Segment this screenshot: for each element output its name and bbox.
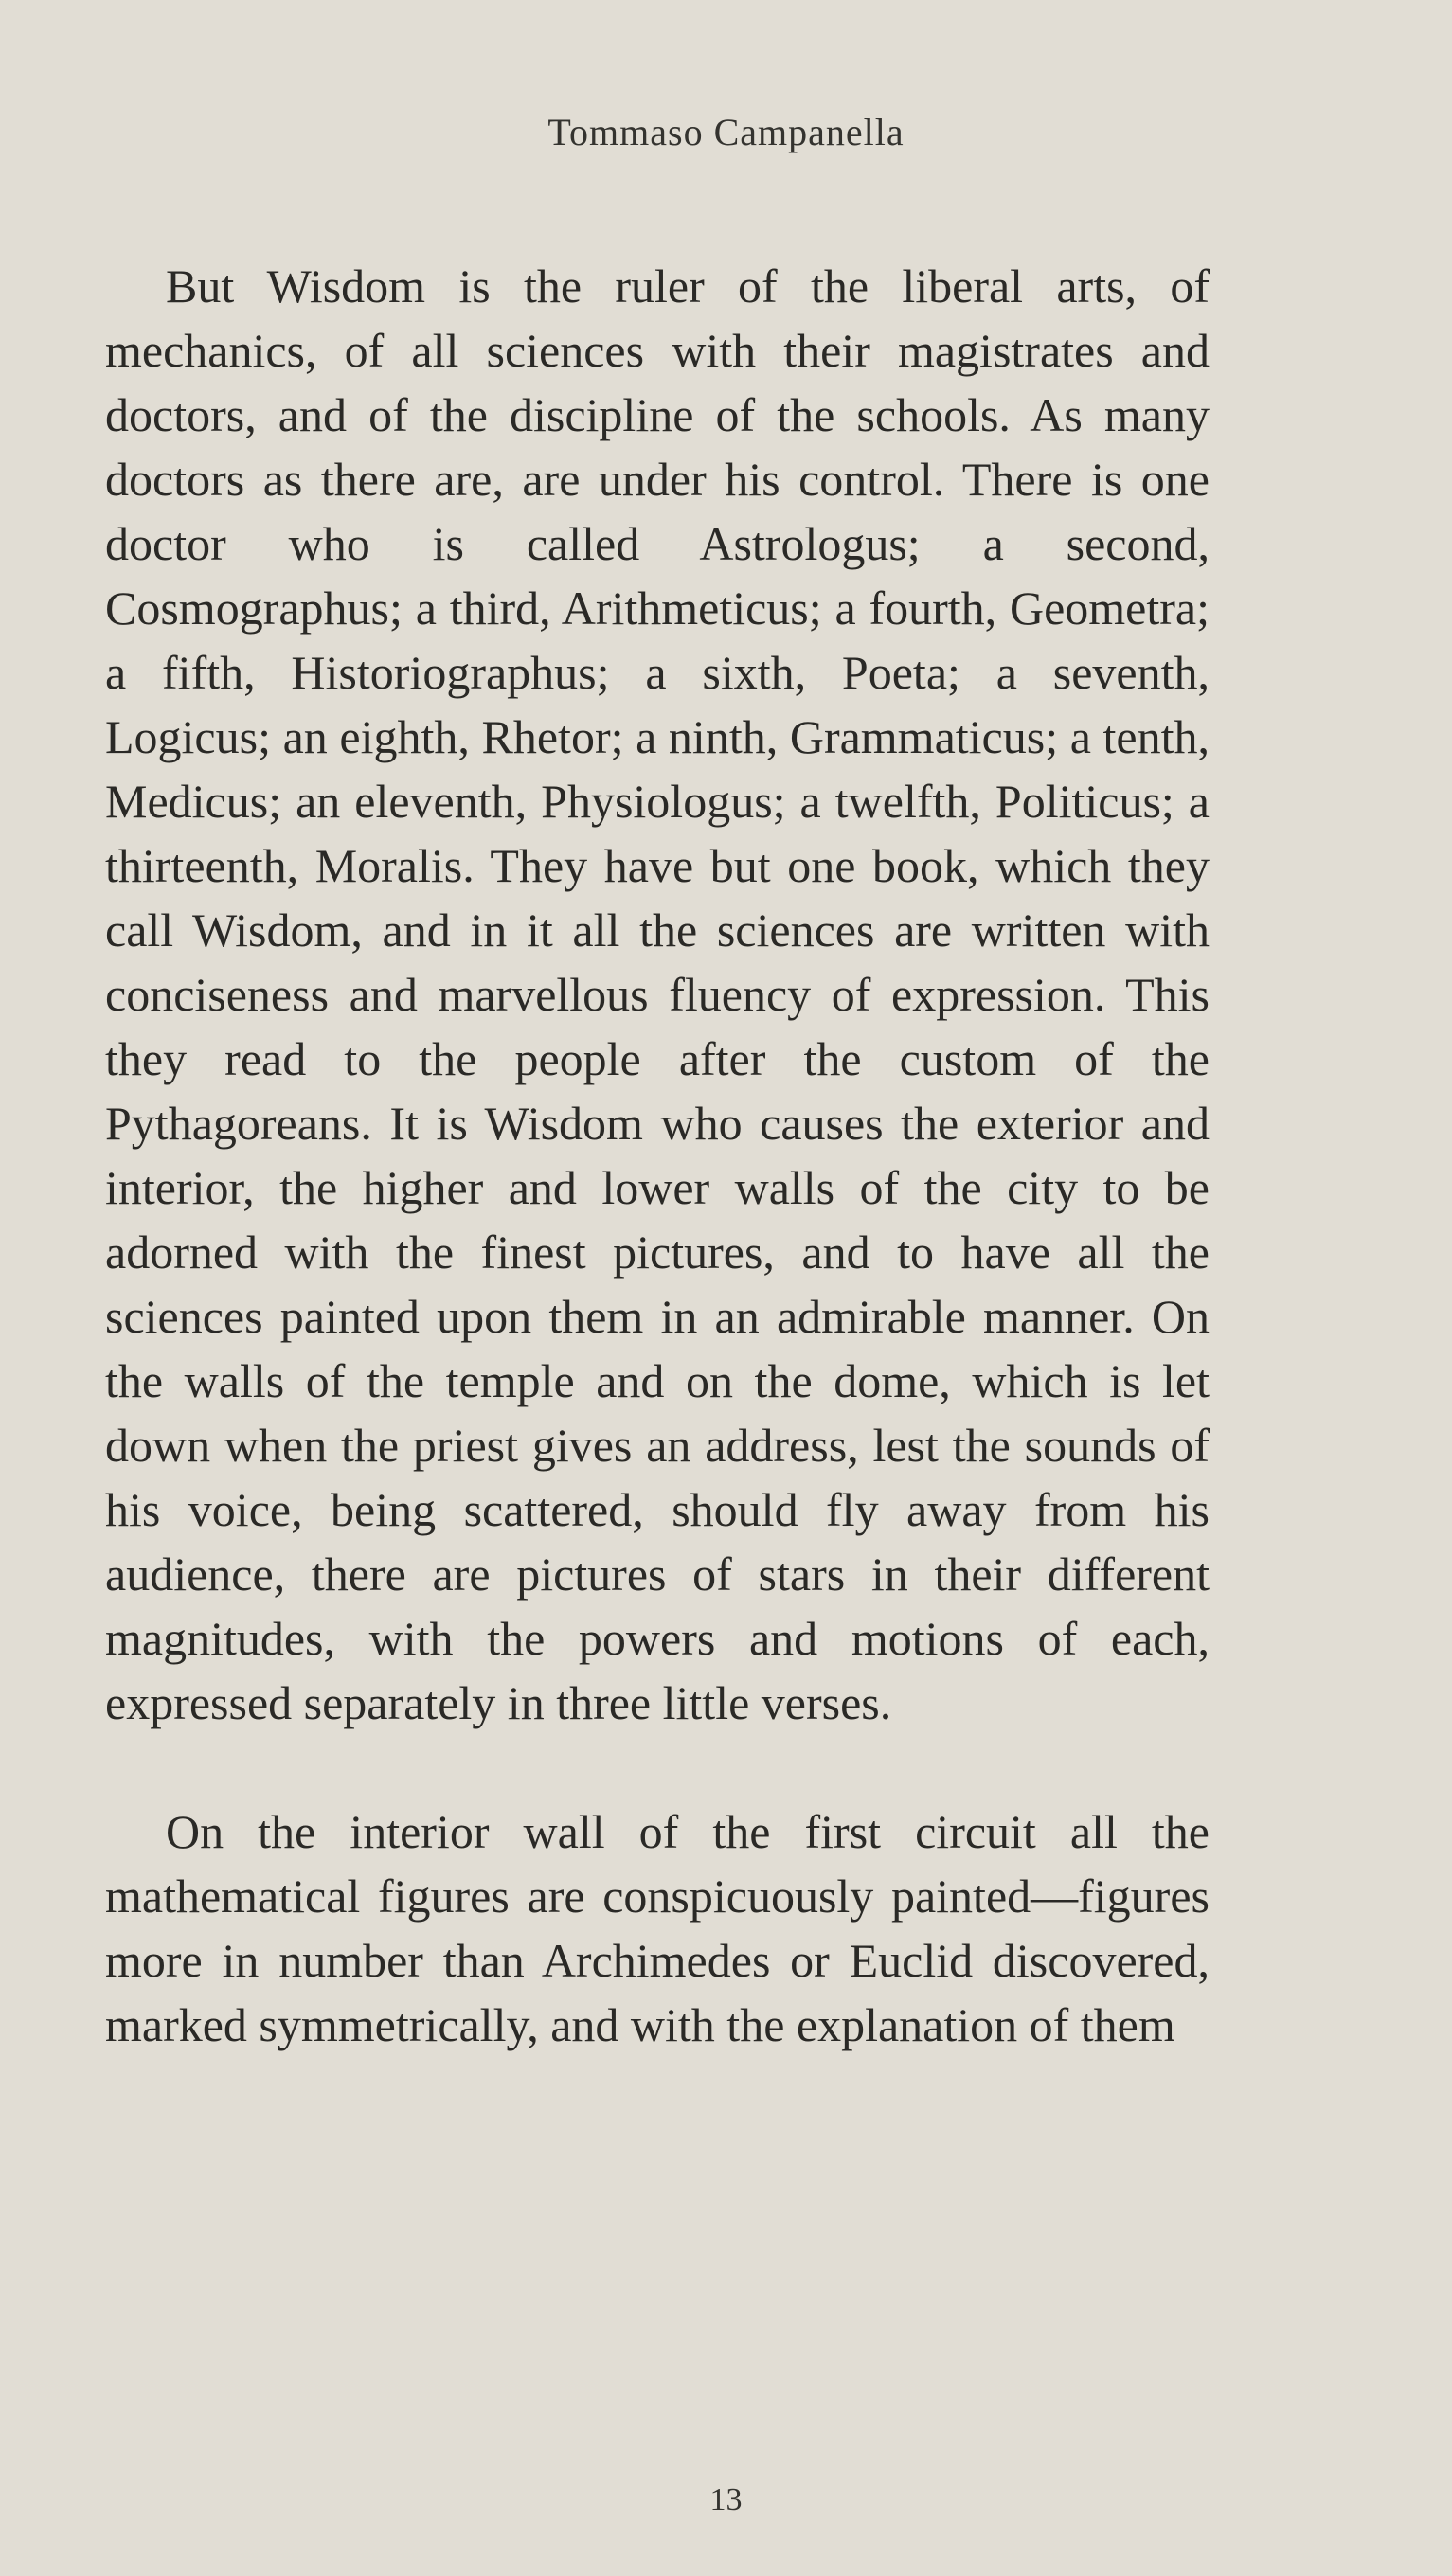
running-header-title: Tommaso Campanella [547, 111, 905, 153]
body-text [105, 254, 1210, 2057]
page-number: 13 [709, 2482, 743, 2517]
paragraph: But Wisdom is the ruler of the liberal arts, of mechanics, of all sciences with their magistrates and doctors, and of the discipline of the schools. As many doctors as there are, are under his control. There is one doctor who is called Astrologus; a second, Cosmographus; a third, Arithmeticus; a fourth, Geometra; a fifth, Historiographus; a sixth, Poeta; a seventh, Logicus; an eighth, Rhetor; a ninth, Grammaticus; a tenth, Medicus; an eleventh, Physiologus; a twelfth, Politicus; a thirteenth, Moralis. They have but one book, which they call Wisdom, and in it all the sciences are written with conciseness and marvellous fluency of expression. This they read to the people after the custom of the Pythagoreans. It is Wisdom who causes the exterior and interior, the higher and lower walls of the city to be adorned with the finest pictures, and to have all the sciences painted upon them in an admirable manner. On the walls of the temple and on the dome, which is let down when the priest gives an address, lest the sounds of his voice, being scattered, should fly away from his audience, there are pictures of stars in their different magnitudes, with the powers and motions of each, expressed separately in three little verses. [105, 259, 1210, 1729]
paragraph: On the interior wall of the first circuit all the mathematical figures are conspicuously painted—figures more in number than Archimedes or Euclid discovered, marked symmetrically, and with the explanation of them [105, 1805, 1210, 2051]
